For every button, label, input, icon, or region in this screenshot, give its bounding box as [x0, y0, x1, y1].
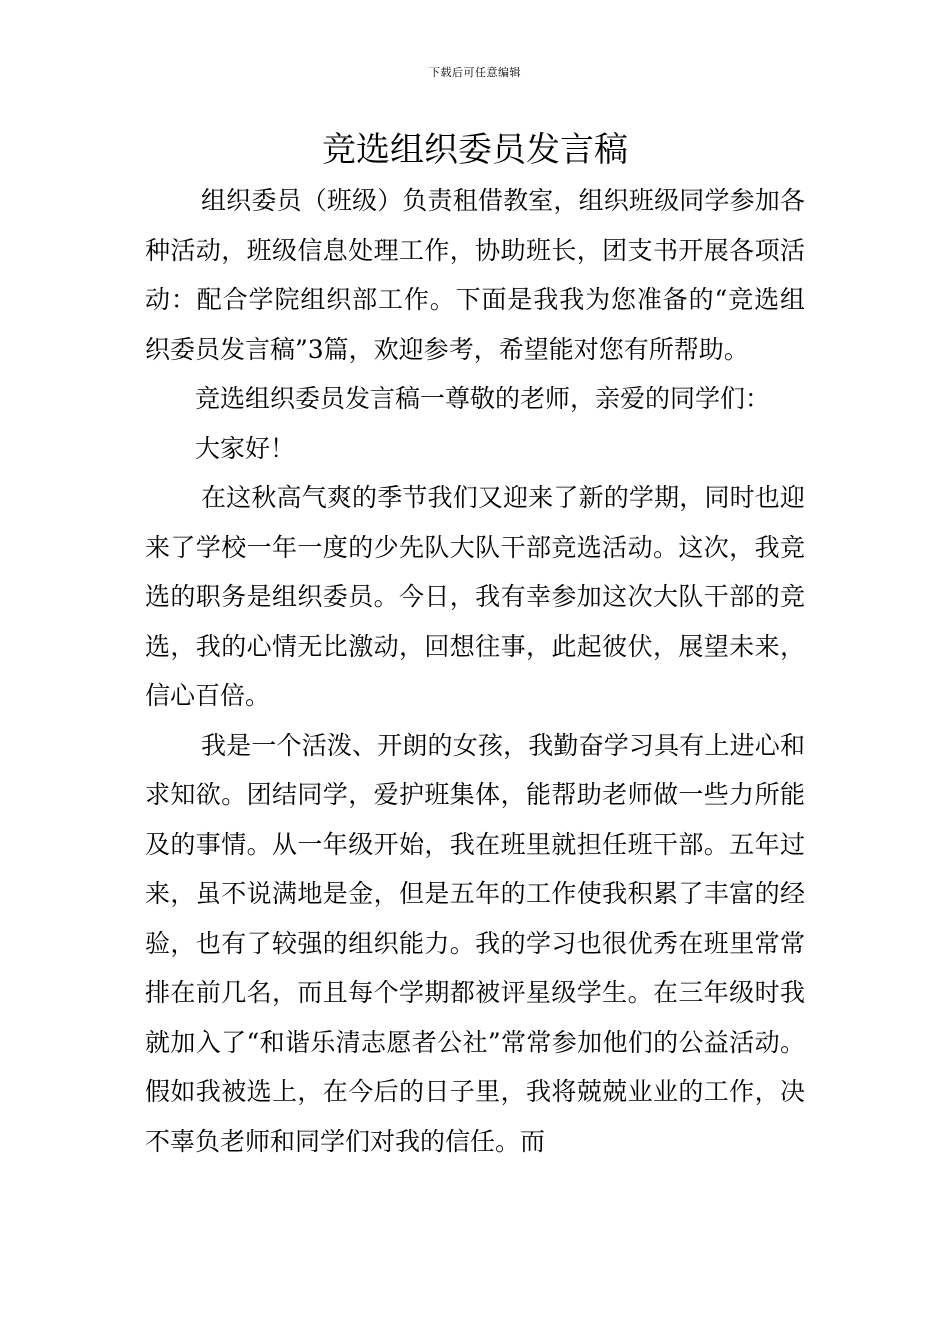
- text-line: 兢兢业业的工作，决不辜负老师和同学们对我的信任。而: [145, 1077, 805, 1156]
- document-title: 竞选组织委员发言稿: [322, 130, 628, 170]
- paragraph-greeting: [145, 424, 805, 474]
- text-line: 竞选组织委员发言稿一尊敬的老师，亲爱的同学们：: [195, 384, 771, 413]
- text-line: 五年过来，虽不说满地是金，但是五年的工作使我积累了: [145, 829, 805, 908]
- text-line: 大家好！: [195, 433, 296, 463]
- text-line: 他们的公益活动。假如我被选上，在今后的日子里，我将: [145, 1027, 805, 1106]
- text-line: 所能及的事情。从一年级开始，我在班里就担任班干部。: [145, 780, 805, 859]
- text-line: 项活动：配合学院组织部工作。下面是我我为您准备的: [145, 235, 805, 314]
- header-note: 下载后可任意编辑: [429, 66, 521, 79]
- text-line: 帮助。: [673, 334, 749, 364]
- text-line: 我是一个活泼、开朗的女孩，我勤奋学习具有上进心: [201, 730, 780, 760]
- text-line: 在班里常常排在前几名，而且每个学期都被评星级学生。: [145, 928, 805, 1007]
- text-line: 在三年级时我就加入了“和谐乐清志愿者公社”常常参加: [145, 978, 805, 1057]
- text-line: 在这秋高气爽的季节我们又迎来了新的学期，同时也: [201, 483, 780, 512]
- document-body: [145, 176, 805, 1166]
- text-line: 迎来了学校一年一度的少先队大队干部竞选活动。这次，: [145, 483, 805, 562]
- text-line: “竞选组织委员发言稿”3篇，欢迎参考，希望能对您有所: [145, 285, 805, 364]
- text-line: 丰富的经验，也有了较强的组织能力。我的学习也很优秀: [145, 879, 805, 958]
- text-line: 我竞选的职务是组织委员。今日，我有幸参加这次大队干: [145, 532, 805, 611]
- text-line: 望未来，信心百倍。: [145, 631, 805, 710]
- paragraph-intro: [145, 176, 805, 374]
- text-line: 组织委员（班级）负责租借教室，组织班级同学参加: [201, 186, 780, 215]
- text-line: 各种活动，班级信息处理工作，协助班长，团支书开展各: [145, 186, 805, 265]
- paragraph-opening: [145, 473, 805, 721]
- text-line: 部的竞选，我的心情无比激动，回想往事，此起彼伏，展: [145, 582, 805, 661]
- paragraph-self-introduction: [145, 721, 805, 1167]
- paragraph-salutation: [145, 374, 805, 424]
- text-line: 和求知欲。团结同学，爱护班集体，能帮助老师做一些力: [145, 730, 805, 809]
